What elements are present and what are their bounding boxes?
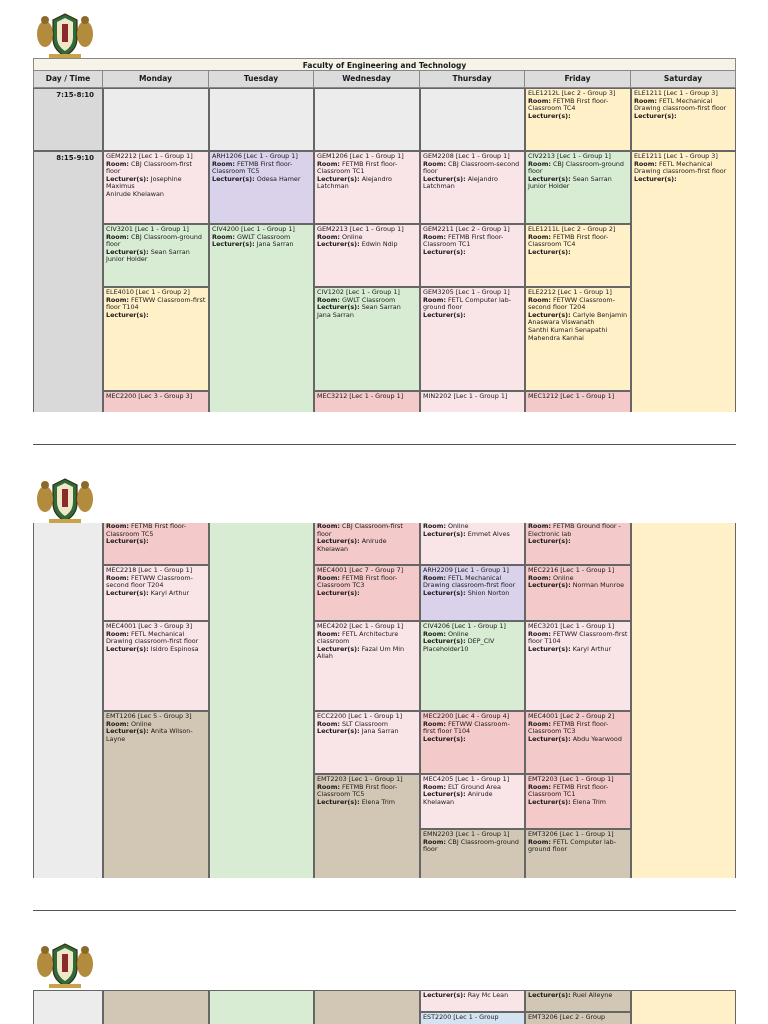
lecturers-label: Lecturer(s): [423,790,466,799]
header-day-time: Day / Time [33,71,103,88]
class-block[interactable] [209,990,314,1024]
room-value: FETL Architecture classroom [317,629,399,646]
class-block[interactable] [525,1012,631,1024]
lecturer-value: Emmet Alves [467,529,510,538]
lecturer-value: Santhi Kumari Senapathi [528,325,608,334]
room-value: Online [341,232,363,241]
class-block[interactable] [420,287,525,391]
lecturer-value: Carlyle Benjamin [572,310,628,319]
course-title: MEC2218 [Lec 1 - Group 1] [106,566,193,574]
class-block[interactable] [314,990,420,1024]
lecturer-value: Sean Sarran [361,303,401,312]
course-title: EMT1206 [Lec 5 - Group 3] [106,712,192,720]
room-label: Room: [634,159,657,168]
room-value: Online [447,629,469,638]
lecturers-label: Lecturer(s): [317,537,360,546]
lecturer-value: Anirude Khelawan [423,790,493,806]
header-monday: Monday [103,71,209,88]
course-title: MEC2216 [Lec 1 - Group 1] [528,566,615,574]
class-block[interactable] [525,287,631,391]
lecturer-value: Elena Trim [361,797,396,806]
course-title: ARH1206 [Lec 1 - Group 1] [212,152,298,160]
room-value: FETMB First floor-Classroom TC3 [528,719,609,736]
lecturers-label: Lecturer(s): [528,537,571,546]
lecturers-label: Lecturer(s): [106,644,149,653]
room-label: Room: [423,295,446,304]
class-block[interactable] [525,88,631,151]
room-value: FETWW Classroom-first floor T104 [423,719,510,736]
lecturer-value: Jana Sarran [361,727,399,736]
room-label: Room: [317,523,340,530]
course-title: GEM2212 [Lec 1 - Group 1] [106,152,193,160]
room-value: CBJ Classroom-ground floor [528,159,624,176]
lecturer-value: Odesa Hamer [256,174,301,183]
class-block[interactable] [314,711,420,774]
class-block[interactable] [103,621,209,711]
course-title: MEC4001 [Lec 2 - Group 2] [528,712,615,720]
lecturers-label: Lecturer(s): [423,991,466,999]
course-title: EMT3206 [Lec 2 - Group [528,1013,606,1021]
room-value: FETL Mechanical Drawing classroom-first floor [634,96,727,113]
class-block[interactable] [525,829,631,878]
lecturers-label: Lecturer(s): [423,734,466,743]
room-value: FETMB First floor-Classroom TC1 [423,232,504,249]
lecturer-value: Shion Norton [467,588,510,597]
lecturer-value: Junior Holder [528,182,570,191]
course-title: ELE1211 [Lec 1 - Group 3] [634,152,718,160]
empty-slot [420,88,525,151]
timetable-grid [33,523,736,878]
lecturer-value: Mahendra Kanhai [528,333,584,342]
header-wednesday: Wednesday [314,71,420,88]
room-label: Room: [528,295,551,304]
lecturer-value: Karyl Arthur [572,644,612,653]
class-block[interactable] [314,224,420,287]
course-title: ARH2209 [Lec 1 - Group 1] [423,566,509,574]
class-block[interactable] [525,391,631,412]
course-title: ELE2212 [Lec 1 - Group 1] [528,288,612,296]
course-title: MEC4202 [Lec 1 - Group 1] [317,622,404,630]
room-value: FETMB First floor-Classroom TC3 [317,573,398,590]
room-value: FETMB First floor-Classroom TC1 [528,782,609,799]
room-value: FETMB First floor-Classroom TC1 [317,159,398,176]
course-title: EST2200 [Lec 1 - Group [423,1013,499,1021]
lecturers-label: Lecturer(s): [528,174,571,183]
lecturers-label: Lecturer(s): [106,247,149,256]
room-label: Room: [528,523,551,530]
class-block[interactable] [103,990,209,1024]
lecturer-value: Alejandro Latchman [317,174,392,191]
lecturers-label: Lecturer(s): [634,111,677,120]
course-title: GEM2213 [Lec 1 - Group 1] [317,225,404,233]
course-title: EMT2203 [Lec 1 - Group 1] [317,775,403,783]
room-value: FETMB First floor-Classroom TC5 [212,159,293,176]
lecturers-label: Lecturer(s): [423,174,466,183]
class-block[interactable] [525,990,631,1012]
course-title: ELE4010 [Lec 1 - Group 2] [106,288,190,296]
class-block[interactable] [103,224,209,287]
room-value: FETL Computer lab-ground floor [528,837,617,854]
room-value: FETMB Ground floor - Electronic lab [528,523,621,538]
course-title: EMT3206 [Lec 1 - Group 1] [528,830,614,838]
room-label: Room: [423,232,446,241]
room-value: GWLT Classroom [236,232,291,241]
lecturer-value: Sean Sarran [572,174,612,183]
lecturer-value: Karyl Arthur [150,588,190,597]
lecturer-value: Jana Sarran [256,240,294,249]
class-block[interactable] [420,391,525,412]
page-divider [33,910,736,911]
room-label: Room: [106,523,129,530]
lecturer-value: Anirude Khelawan [106,189,164,198]
room-label: Room: [528,837,551,846]
room-label: Room: [528,782,551,791]
room-label: Room: [106,159,129,168]
class-block[interactable] [525,711,631,774]
class-block[interactable] [103,391,209,412]
lecturer-value: Anita Wilson-Layne [106,727,193,743]
room-label: Room: [317,719,340,728]
class-block[interactable] [631,151,736,412]
course-title: MIN2202 [Lec 1 - Group 1] [423,392,508,400]
lecturers-label: Lecturer(s): [317,240,360,249]
room-label: Room: [423,629,446,638]
course-title: MEC1212 [Lec 1 - Group 1] [528,392,615,400]
class-block[interactable] [631,990,736,1024]
class-block[interactable] [314,565,420,621]
lecturer-value: Alejandro Latchman [423,174,498,191]
class-block[interactable] [314,151,420,224]
lecturers-label: Lecturer(s): [212,240,255,249]
lecturers-label: Lecturer(s): [528,581,571,590]
course-title: ELE1212L [Lec 2 - Group 3] [528,89,616,97]
class-block[interactable] [525,523,631,565]
lecturer-value: Anirude Khelawan [317,537,387,553]
course-title: GEM1206 [Lec 1 - Group 1] [317,152,404,160]
class-block[interactable] [103,151,209,224]
timetable-page-1 [33,58,736,412]
room-value: CBJ Classroom-second floor [423,159,520,176]
room-label: Room: [106,295,129,304]
room-label: Room: [528,629,551,638]
timetable-page-3 [33,990,736,1024]
table-title: Faculty of Engineering and Technology [33,58,736,71]
room-value: CBJ Classroom-ground floor [106,232,202,249]
lecturers-label: Lecturer(s): [528,247,571,256]
room-label: Room: [212,159,235,168]
lecturers-label: Lecturer(s): [317,303,360,312]
lecturers-label: Lecturer(s): [528,111,571,120]
lecturers-label: Lecturer(s): [423,529,466,538]
course-title: MEC3201 [Lec 1 - Group 1] [528,622,615,630]
lecturer-value: Ruel Alleyne [572,991,613,999]
room-value: CBJ Classroom-first floor [317,523,403,538]
class-block[interactable] [420,829,525,878]
lecturers-label: Lecturer(s): [528,644,571,653]
course-title: EMT2203 [Lec 1 - Group 1] [528,775,614,783]
room-value: FETWW Classroom-first floor T104 [106,295,206,312]
class-block[interactable] [631,523,736,878]
class-block[interactable] [631,88,736,151]
time-slot [33,990,103,1024]
course-title: CIV1202 [Lec 1 - Group 1] [317,288,400,296]
lecturer-value: Ray Mc Lean [467,991,509,999]
class-block[interactable] [525,565,631,621]
class-block[interactable] [209,523,314,878]
university-crest-logo [33,475,97,525]
class-block[interactable] [525,621,631,711]
lecturer-value: Norman Munroe [572,581,625,590]
lecturers-label: Lecturer(s): [528,991,571,999]
room-label: Room: [423,523,446,530]
lecturer-value: Isidro Espinosa [150,644,199,653]
time-slot [33,523,103,878]
course-title: CIV4200 [Lec 1 - Group 1] [212,225,295,233]
lecturers-label: Lecturer(s): [423,588,466,597]
course-title: GEM3205 [Lec 1 - Group 1] [423,288,510,296]
room-value: SLT Classroom [341,719,388,728]
lecturer-value: Junior Holder [106,255,148,264]
class-block[interactable] [314,287,420,391]
course-title: MEC3212 [Lec 1 - Group 1] [317,392,404,400]
room-label: Room: [106,719,129,728]
room-label: Room: [317,629,340,638]
room-label: Room: [423,719,446,728]
room-label: Room: [528,96,551,105]
lecturer-value: Anaswara Viswanath [528,318,595,327]
empty-slot [103,88,209,151]
header-thursday: Thursday [420,71,525,88]
course-title: ECC2200 [Lec 1 - Group 1] [317,712,403,720]
room-label: Room: [423,837,446,846]
room-label: Room: [317,573,340,582]
lecturers-label: Lecturer(s): [317,588,360,597]
lecturers-label: Lecturer(s): [106,174,149,183]
course-title: CIV2213 [Lec 1 - Group 1] [528,152,611,160]
class-block[interactable] [103,565,209,621]
room-label: Room: [106,573,129,582]
course-title: MEC2200 [Lec 3 - Group 3] [106,392,193,400]
lecturers-label: Lecturer(s): [528,797,571,806]
timetable-page-2 [33,523,736,878]
room-value: FETWW Classroom-first floor T104 [528,629,628,646]
room-label: Room: [317,295,340,304]
room-value: FETMB First floor-Classroom TC4 [528,232,609,249]
room-value: CBJ Classroom-first floor [106,159,192,176]
table-header-row [33,71,736,88]
room-value: ELT Ground Area [447,782,501,791]
room-value: GWLT Classroom [341,295,396,304]
course-title: GEM2211 [Lec 2 - Group 1] [423,225,510,233]
class-block[interactable] [209,151,314,224]
lecturers-label: Lecturer(s): [528,734,571,743]
room-label: Room: [634,96,657,105]
lecturer-value: Fazal Um Min Allah [317,644,405,661]
room-label: Room: [423,782,446,791]
room-value: FETL Mechanical Drawing classroom-first floor [106,629,199,646]
room-label: Room: [106,232,129,241]
empty-slot [314,88,420,151]
course-title: ELE1211 [Lec 1 - Group 3] [634,89,718,97]
class-block[interactable] [314,523,420,565]
class-block[interactable] [420,990,525,1012]
time-slot: 8:15-9:10 [33,151,103,412]
page-divider [33,444,736,445]
header-saturday: Saturday [631,71,736,88]
course-title: MEC4205 [Lec 1 - Group 1] [423,775,510,783]
class-block[interactable] [103,287,209,391]
room-label: Room: [528,159,551,168]
lecturers-label: Lecturer(s): [106,310,149,319]
room-value: FETL Mechanical Drawing classroom-first floor [423,573,516,590]
course-title: EMN2203 [Lec 1 - Group 1] [423,830,510,838]
time-slot: 7:15-8:10 [33,88,103,151]
class-block[interactable] [103,711,209,878]
class-block[interactable] [420,711,525,774]
lecturers-label: Lecturer(s): [528,310,571,319]
lecturers-label: Lecturer(s): [423,637,466,646]
room-value: CBJ Classroom-ground floor [423,837,519,854]
lecturers-label: Lecturer(s): [106,727,149,736]
room-value: FETWW Classroom-second floor T204 [106,573,193,590]
room-label: Room: [317,159,340,168]
lecturer-value: Josephine Maximus [106,174,182,191]
room-label: Room: [212,232,235,241]
class-block[interactable] [420,565,525,621]
room-value: FETL Mechanical Drawing classroom-first floor [634,159,727,176]
class-block[interactable] [420,224,525,287]
lecturer-value: Sean Sarran [150,247,190,256]
room-value: FETMB First floor-Classroom TC4 [528,96,609,113]
header-friday: Friday [525,71,631,88]
course-title: CIV4206 [Lec 1 - Group 1] [423,622,506,630]
room-label: Room: [423,159,446,168]
room-value: FETMB First floor-Classroom TC5 [106,523,187,538]
lecturer-value: DEP_CIV Placeholder10 [423,637,495,653]
course-title: GEM2208 [Lec 1 - Group 1] [423,152,510,160]
timetable-grid [33,88,736,412]
course-title: MEC4001 [Lec 7 - Group 7] [317,566,404,574]
lecturer-value: Abdu Yearwood [572,734,622,743]
room-value: FETMB First floor-Classroom TC5 [317,782,398,799]
lecturers-label: Lecturer(s): [317,797,360,806]
lecturers-label: Lecturer(s): [106,588,149,597]
room-label: Room: [423,573,446,582]
room-value: Online [130,719,152,728]
class-block[interactable] [525,774,631,829]
room-label: Room: [528,232,551,241]
header-tuesday: Tuesday [209,71,314,88]
lecturers-label: Lecturer(s): [317,727,360,736]
class-block[interactable] [420,523,525,565]
room-label: Room: [106,629,129,638]
lecturers-label: Lecturer(s): [317,174,360,183]
lecturers-label: Lecturer(s): [212,174,255,183]
class-block[interactable] [103,523,209,565]
class-block[interactable] [420,1012,525,1024]
room-label: Room: [317,232,340,241]
lecturers-label: Lecturer(s): [423,247,466,256]
university-crest-logo [33,940,97,990]
room-value: Online [552,573,574,582]
course-title: MEC4001 [Lec 3 - Group 3] [106,622,193,630]
lecturers-label: Lecturer(s): [634,174,677,183]
room-label: Room: [317,782,340,791]
lecturer-value: Jana Sarran [317,310,354,319]
room-value: Online [447,523,469,530]
university-crest-logo [33,10,97,60]
room-label: Room: [528,719,551,728]
lecturers-label: Lecturer(s): [423,310,466,319]
lecturer-value: Edwin Ndip [361,240,398,249]
lecturers-label: Lecturer(s): [106,537,149,546]
course-title: ELE1211L [Lec 2 - Group 2] [528,225,616,233]
class-block[interactable] [525,224,631,287]
class-block[interactable] [420,774,525,829]
lecturer-value: Elena Trim [572,797,607,806]
class-block[interactable] [314,774,420,878]
class-block[interactable] [314,391,420,412]
class-block[interactable] [209,224,314,412]
room-value: FETWW Classroom-second floor T204 [528,295,615,312]
course-title: MEC2200 [Lec 4 - Group 4] [423,712,510,720]
course-title: CIV3201 [Lec 1 - Group 1] [106,225,189,233]
room-value: FETL Computer lab-ground floor [423,295,512,312]
timetable-grid [33,990,736,1024]
room-label: Room: [528,573,551,582]
lecturers-label: Lecturer(s): [317,644,360,653]
class-block[interactable] [525,151,631,224]
class-block[interactable] [420,151,525,224]
empty-slot [209,88,314,151]
class-block[interactable] [420,621,525,711]
class-block[interactable] [314,621,420,711]
